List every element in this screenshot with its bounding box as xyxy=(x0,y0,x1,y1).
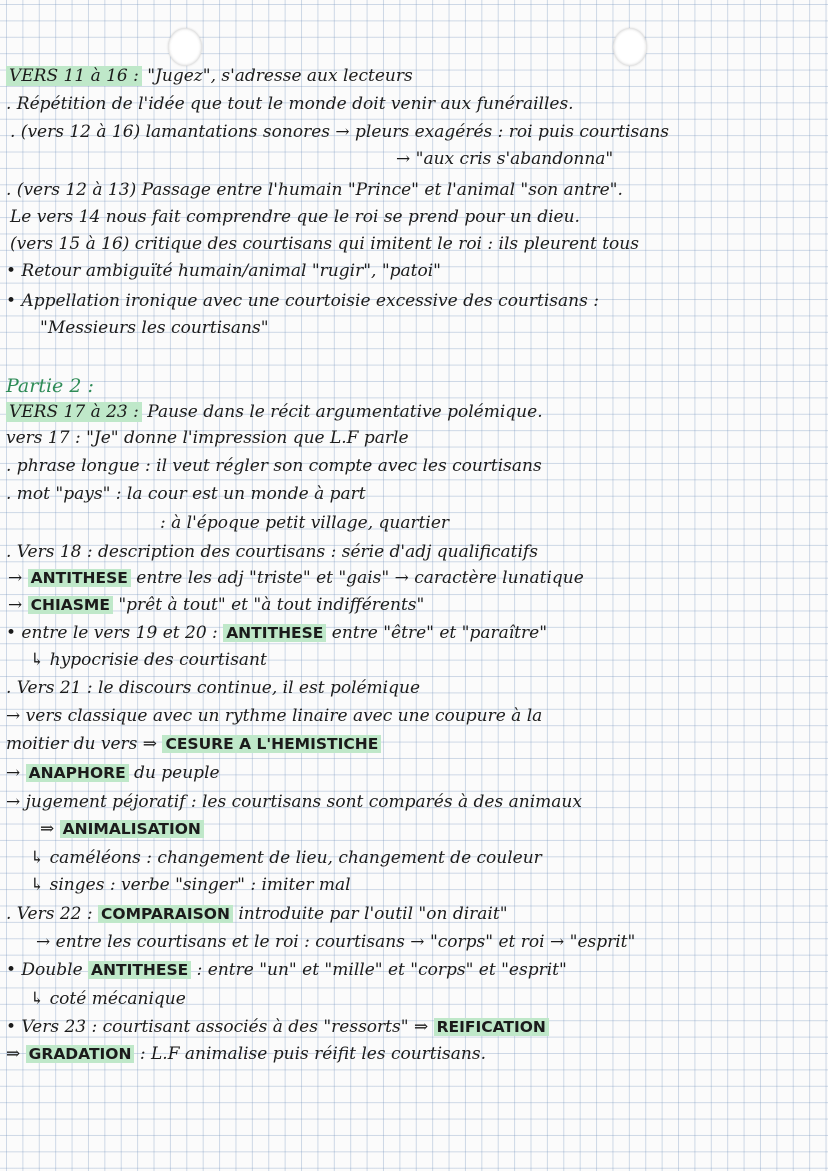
punch-hole-right xyxy=(613,28,647,66)
note-text: moitier du vers ⇒ xyxy=(6,734,163,754)
note-line xyxy=(6,678,420,698)
highlighted-term: ANTITHESE xyxy=(223,624,326,642)
note-text: "Messieurs les courtisans" xyxy=(40,318,269,338)
note-text: → xyxy=(6,763,26,783)
note-text: introduite par l'outil "on dirait" xyxy=(232,904,508,924)
note-text: vers 17 : "Je" donne l'impression que L.F parle xyxy=(6,428,409,448)
note-line xyxy=(6,1044,486,1064)
note-text: ↳ caméléons : changement de lieu, changement de couleur xyxy=(30,848,542,868)
note-text: du peuple xyxy=(128,763,220,783)
note-text: . (vers 12 à 16) lamantations sonores → pleurs exagérés : roi puis courtisans xyxy=(10,122,670,142)
highlighted-term: GRADATION xyxy=(26,1045,135,1063)
note-text: ↳ coté mécanique xyxy=(30,989,186,1009)
note-line xyxy=(6,402,543,422)
verse-heading: VERS 11 à 16 : xyxy=(6,66,142,86)
note-text: Pause dans le récit argumentative polémique. xyxy=(141,402,543,422)
note-line xyxy=(6,456,542,476)
note-line xyxy=(6,66,413,86)
note-text: → entre les courtisans et le roi : courtisans → "corps" et roi → "esprit" xyxy=(36,932,636,952)
note-text: • Vers 23 : courtisant associés à des "ressorts" ⇒ xyxy=(6,1017,434,1037)
note-line xyxy=(10,122,669,142)
note-text: . Vers 22 : xyxy=(6,904,99,924)
note-line xyxy=(30,875,351,895)
note-text: . Vers 18 : description des courtisans : série d'adj qualificatifs xyxy=(6,542,538,562)
punch-hole-left xyxy=(168,28,202,66)
note-line xyxy=(6,706,542,726)
note-text: ⇒ xyxy=(6,1044,26,1064)
note-line xyxy=(396,149,613,169)
note-text: • Appellation ironique avec une courtoisie excessive des courtisans : xyxy=(6,291,599,311)
note-line xyxy=(6,180,623,200)
note-line xyxy=(8,568,584,588)
note-text: : entre "un" et "mille" et "corps" et "esprit" xyxy=(191,960,567,980)
note-line xyxy=(6,94,574,114)
highlighted-term: ANTITHESE xyxy=(28,569,131,587)
note-line xyxy=(6,623,547,643)
note-text: • entre le vers 19 et 20 : xyxy=(6,623,224,643)
note-text: • Retour ambiguïté humain/animal "rugir", "patoi" xyxy=(6,261,441,281)
verse-heading: VERS 17 à 23 : xyxy=(6,402,142,422)
note-text: → "aux cris s'abandonna" xyxy=(396,149,614,169)
note-line xyxy=(6,792,582,812)
note-text: ⇒ xyxy=(40,819,60,839)
note-line xyxy=(30,989,186,1009)
note-text: • Double xyxy=(6,960,89,980)
note-text: . phrase longue : il veut régler son compte avec les courtisans xyxy=(6,456,542,476)
note-text: entre les adj "triste" et "gais" → caractère lunatique xyxy=(130,568,584,588)
note-text: "Jugez", s'adresse aux lecteurs xyxy=(141,66,413,86)
note-text: → xyxy=(8,568,28,588)
note-line xyxy=(30,650,267,670)
note-line xyxy=(6,904,508,924)
highlighted-term: ANIMALISATION xyxy=(60,820,204,838)
note-text: : à l'époque petit village, quartier xyxy=(160,513,450,533)
note-text: ↳ hypocrisie des courtisant xyxy=(30,650,267,670)
note-text: "prêt à tout" et "à tout indifférents" xyxy=(112,595,425,615)
note-text: . (vers 12 à 13) Passage entre l'humain "Prince" et l'animal "son antre". xyxy=(6,180,623,200)
note-text: : L.F animalise puis réifit les courtisans. xyxy=(134,1044,486,1064)
note-line xyxy=(6,428,409,448)
note-line xyxy=(40,318,269,338)
note-line xyxy=(6,484,366,504)
note-line xyxy=(6,261,441,281)
highlighted-term: CESURE A L'HEMISTICHE xyxy=(162,735,381,753)
highlighted-term: ANAPHORE xyxy=(26,764,129,782)
note-text: . Répétition de l'idée que tout le monde doit venir aux funérailles. xyxy=(6,94,574,114)
note-line xyxy=(6,734,381,754)
note-line xyxy=(6,1017,549,1037)
highlighted-term: COMPARAISON xyxy=(98,905,233,923)
note-text: ↳ singes : verbe "singer" : imiter mal xyxy=(30,875,351,895)
note-text: (vers 15 à 16) critique des courtisans qui imitent le roi : ils pleurent tous xyxy=(10,234,639,254)
note-line xyxy=(6,763,220,783)
note-text: entre "être" et "paraître" xyxy=(326,623,548,643)
note-text: → xyxy=(8,595,28,615)
note-text: . mot "pays" : la cour est un monde à part xyxy=(6,484,366,504)
note-line xyxy=(10,207,580,227)
highlighted-term: CHIASME xyxy=(28,596,113,614)
note-text: → vers classique avec un rythme linaire avec une coupure à la xyxy=(6,706,543,726)
note-line xyxy=(8,595,424,615)
highlighted-term: ANTITHESE xyxy=(88,961,191,979)
note-text: . Vers 21 : le discours continue, il est polémique xyxy=(6,678,421,698)
highlighted-term: REIFICATION xyxy=(434,1018,549,1036)
note-line xyxy=(6,960,567,980)
note-line xyxy=(6,542,538,562)
part-title: Partie 2 : xyxy=(6,375,94,397)
note-line xyxy=(6,291,599,311)
note-line xyxy=(40,819,204,839)
note-line xyxy=(30,848,542,868)
note-line xyxy=(36,932,635,952)
note-text: Le vers 14 nous fait comprendre que le roi se prend pour un dieu. xyxy=(10,207,580,227)
note-line xyxy=(160,513,449,533)
note-text: → jugement péjoratif : les courtisans sont comparés à des animaux xyxy=(6,792,582,812)
note-line xyxy=(10,234,639,254)
